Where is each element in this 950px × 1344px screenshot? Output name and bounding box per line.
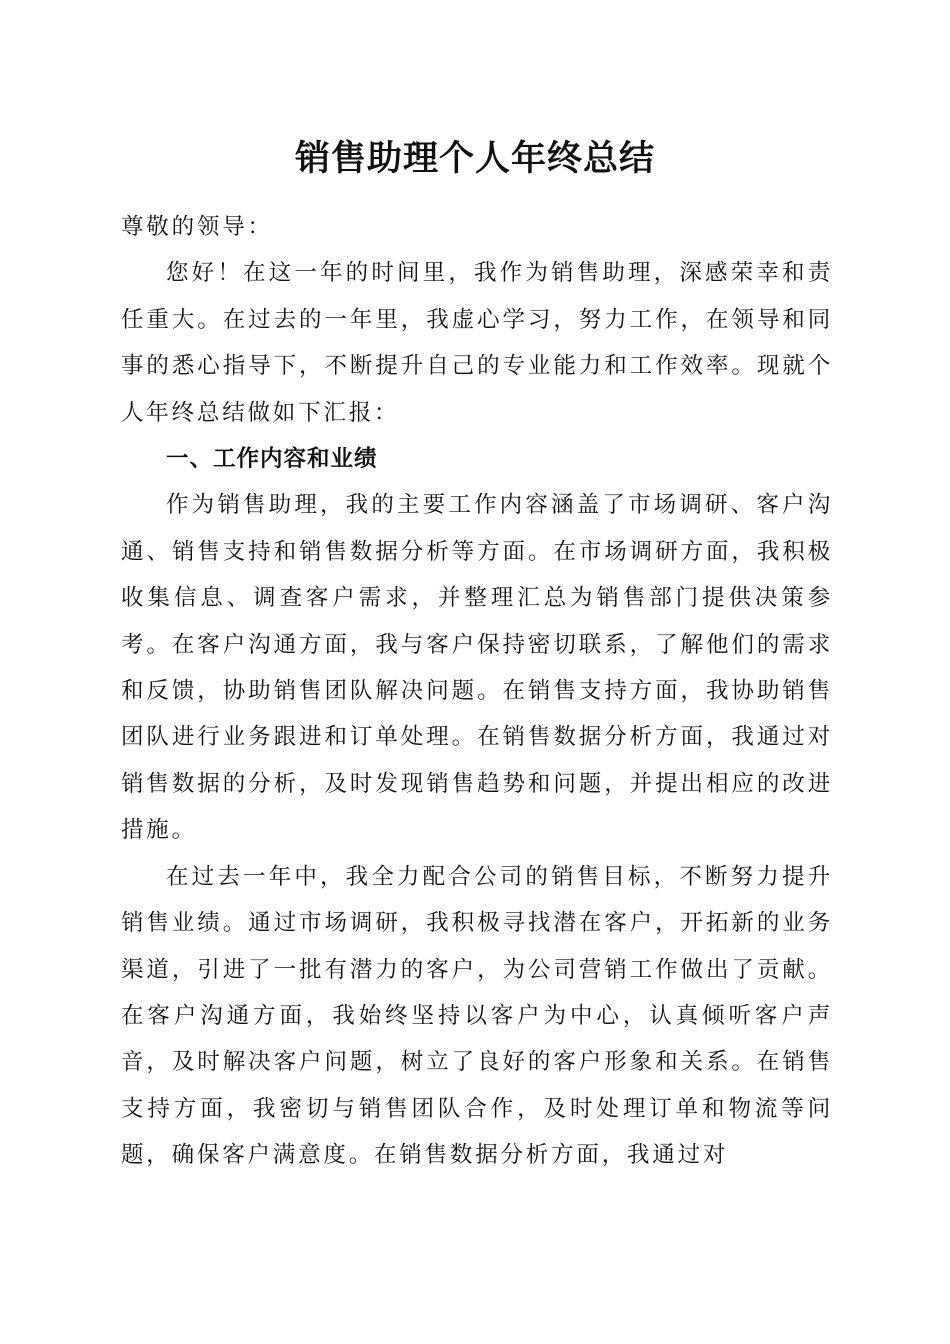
section-heading: 一、工作内容和业绩 [166,446,378,473]
body-paragraph: 作为销售助理，我的主要工作内容涵盖了市场调研、客户沟通、销售支持和销售数据分析等方面。在市场调研方面，我积极收集信息、调查客户需求，并整理汇总为销售部门提供决策参考。在客户沟通方面，我与客户保持密切联系，了解他们的需求和反馈，协助销售团队解决问题。在销售支持方面，我协助销售团队进行业务跟进和订单处理。在销售数据分析方面，我通过对销售数据的分析，及时发现销售趋势和问题，并提出相应的改进措施。 [121,492,833,844]
document-body [121,204,833,1179]
intro-paragraph: 您好！在这一年的时间里，我作为销售助理，深感荣幸和责任重大。在过去的一年里，我虚心学习，努力工作，在领导和同事的悉心指导下，不断提升自己的专业能力和工作效率。现就个人年终总结做如下汇报： [121,260,833,426]
document-title: 销售助理个人年终总结 [294,138,655,179]
salutation: 尊敬的领导： [121,214,273,240]
body-paragraph: 在过去一年中，我全力配合公司的销售目标，不断努力提升销售业绩。通过市场调研，我积极寻找潜在客户，开拓新的业务渠道，引进了一批有潜力的客户，为公司营销工作做出了贡献。在客户沟通方面，我始终坚持以客户为中心，认真倾听客户声音，及时解决客户问题，树立了良好的客户形象和关系。在销售支持方面，我密切与销售团队合作，及时处理订单和物流等问题，确保客户满意度。在销售数据分析方面，我通过对 [121,863,833,1169]
